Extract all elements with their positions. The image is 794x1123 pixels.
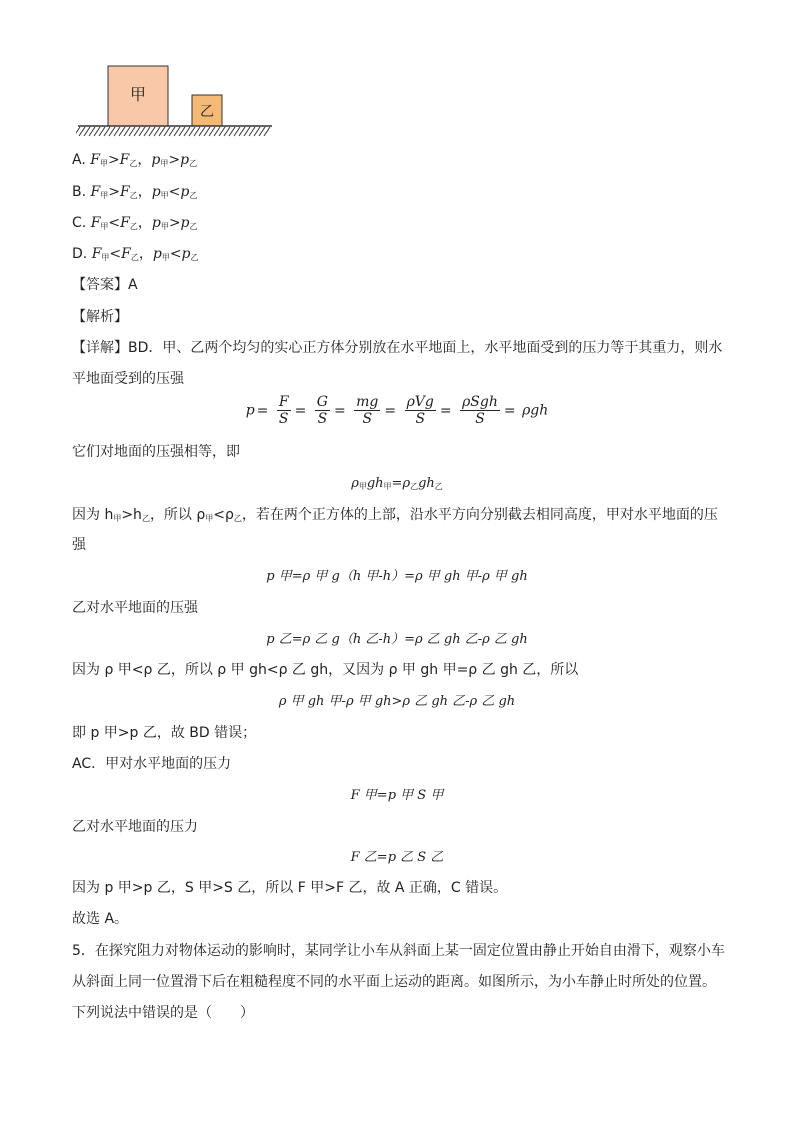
hatch-stroke: [254, 127, 260, 136]
hatch-stroke: [104, 127, 110, 136]
eq-p-jia: p 甲=ρ 甲 g（h 甲-h）=ρ 甲 gh 甲-ρ 甲 gh: [266, 569, 528, 584]
hatch-stroke: [204, 127, 210, 136]
hatch-stroke: [79, 127, 85, 136]
hatch-stroke: [84, 127, 90, 136]
analysis-tag: 【解析】: [72, 309, 128, 325]
eq-F-yi: F 乙=p 乙 S 乙: [350, 850, 444, 865]
hatch-stroke: [219, 127, 225, 136]
eq-p-yi: p 乙=ρ 乙 g（h 乙-h）=ρ 乙 gh 乙-ρ 乙 gh: [266, 632, 528, 647]
hatch-stroke: [264, 127, 270, 136]
option-c: C. $F_甲<F_乙$，$p_甲>p_乙$: [72, 215, 198, 231]
hatch-stroke: [249, 127, 255, 136]
question-5-line-3: 下列说法中错误的是（ ）: [72, 1005, 254, 1021]
hatch-stroke: [174, 127, 180, 136]
text-F-yi: 乙对水平地面的压力: [72, 819, 198, 835]
answer-line: [72, 275, 138, 295]
eq-F-jia: F 甲=p 甲 S 甲: [350, 788, 444, 803]
answer-tag: 【答案】: [72, 277, 128, 293]
eq-pressure-equal: $\rho_甲gh_甲=\rho_乙gh_乙$: [351, 476, 443, 491]
hatch-stroke: [159, 127, 165, 136]
hatch-stroke: [234, 127, 240, 136]
hatch-stroke: [214, 127, 220, 136]
detail-line-1: 【详解】BD．甲、乙两个均匀的实心正方体分别放在水平地面上，水平地面受到的压力等于其重力，则水: [72, 340, 723, 356]
hatch-stroke: [149, 127, 155, 136]
hatch-stroke: [124, 127, 130, 136]
hatch-stroke: [209, 127, 215, 136]
block-jia-label: 甲: [129, 85, 147, 104]
hatch-stroke: [154, 127, 160, 136]
hatch-stroke: [144, 127, 150, 136]
hatch-stroke: [164, 127, 170, 136]
hatch-stroke: [189, 127, 195, 136]
option-b: B. $F_甲>F_乙$，$p_甲<p_乙$: [72, 184, 198, 200]
hatch-stroke: [89, 127, 95, 136]
hatch-stroke: [114, 127, 120, 136]
eq-inequality: ρ 甲 gh 甲-ρ 甲 gh>ρ 乙 gh 乙-ρ 乙 gh: [278, 694, 516, 709]
hatch-stroke: [194, 127, 200, 136]
text-yi-pressure: 乙对水平地面的压强: [72, 600, 198, 616]
blocks-figure: [76, 60, 276, 140]
hatch-stroke: [94, 127, 100, 136]
choose-line: 故选 A。: [72, 911, 129, 927]
hatch-stroke: [169, 127, 175, 136]
answer-value: A: [128, 277, 138, 293]
hatch-stroke: [129, 127, 135, 136]
conclude-bd: 即 p 甲>p 乙，故 BD 错误；: [72, 725, 257, 741]
hatch-stroke: [134, 127, 140, 136]
hatch-stroke: [99, 127, 105, 136]
hatch-stroke: [244, 127, 250, 136]
reason-3: 因为 p 甲>p 乙，S 甲>S 乙，所以 F 甲>F 乙，故 A 正确，C 错误。: [72, 880, 508, 896]
option-a: A. $F_甲>F_乙$，$p_甲>p_乙$: [72, 152, 198, 168]
reason-1-line-2: 强: [72, 537, 86, 553]
option-d: D. $F_甲<F_乙$，$p_甲<p_乙$: [72, 246, 199, 262]
block-yi-label: 乙: [200, 104, 214, 120]
text-pressure-equal: 它们对地面的压强相等，即: [72, 444, 240, 460]
hatch-stroke: [184, 127, 190, 136]
hatch-stroke: [179, 127, 185, 136]
detail-line-2: 平地面受到的压强: [72, 371, 184, 387]
pressure-formula: p = $\frac{F}{S}$ = $\frac{G}{S}$ = $\frac{mg}{S}$ = $\frac{\text{ρVg}}{S}$ = $\frac{\text{ρSgh}}{S}$ = ρgh: [245, 394, 549, 427]
hatch-stroke: [109, 127, 115, 136]
ac-line: AC．甲对水平地面的压力: [72, 756, 232, 772]
hatch-stroke: [239, 127, 245, 136]
question-5-line-2: 从斜面上同一位置滑下后在粗糙程度不同的水平面上运动的距离。如图所示，为小车静止时所处的位置。: [72, 974, 716, 990]
reason-1: 因为 $h_甲>h_乙$，所以 $\rho_甲<\rho_乙$，若在两个正方体的上部，沿水平方向分别截去相同高度，甲对水平地面的压: [72, 507, 718, 523]
ground-hatching: [76, 127, 270, 136]
hatch-stroke: [259, 127, 265, 136]
reason-2: 因为 ρ 甲<ρ 乙，所以 ρ 甲 gh<ρ 乙 gh，又因为 ρ 甲 gh 甲=ρ 乙 gh 乙，所以: [72, 662, 579, 678]
hatch-stroke: [199, 127, 205, 136]
hatch-stroke: [119, 127, 125, 136]
question-5-line-1: 5．在探究阻力对物体运动的影响时，某同学让小车从斜面上某一固定位置由静止开始自由滑下，观察小车: [72, 943, 725, 959]
hatch-stroke: [139, 127, 145, 136]
hatch-stroke: [229, 127, 235, 136]
hatch-stroke: [224, 127, 230, 136]
